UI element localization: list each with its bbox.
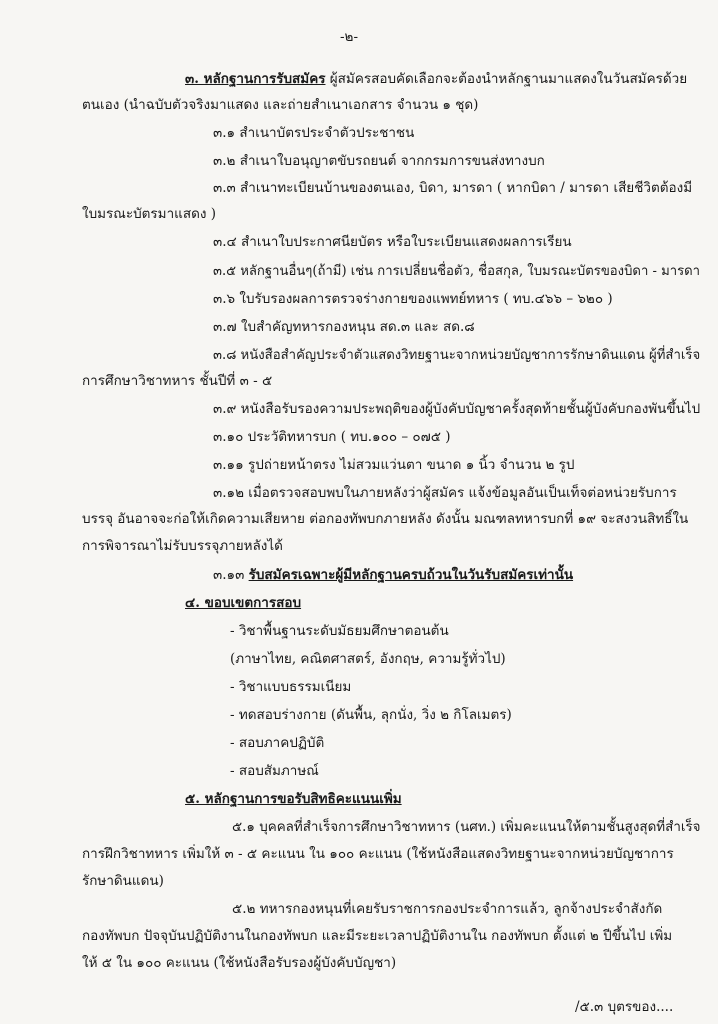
section3-heading: ๓. หลักฐานการรับสมัคร <box>185 71 326 87</box>
item-3-12b: บรรจุ อันอาจจะก่อให้เกิดความเสียหาย ต่อกองทัพบกภายหลัง ดังนั้น มณฑลทหารบกที่ ๑๙ จะสงวนสิทธิ์ใน <box>82 511 689 527</box>
section3-intro <box>185 70 687 88</box>
item-3-3b: ใบมรณะบัตรมาแสดง ) <box>82 206 217 222</box>
item-3-3a: ๓.๓ สำเนาทะเบียนบ้านของตนเอง, บิดา, มารดา ( หากบิดา / มารดา เสียชีวิตต้องมี <box>213 180 693 196</box>
exam-scope-item-4: - สอบภาคปฏิบัติ <box>230 735 325 751</box>
item-5-1b: การฝึกวิชาทหาร เพิ่มให้ ๓ - ๕ คะแนน ใน ๑๐๐ คะแนน (ใช้หนังสือแสดงวิทยฐานะจากหน่วยบัญชาการ <box>82 846 674 862</box>
exam-scope-item-3: - ทดสอบร่างกาย (ดันพื้น, ลุกนั่ง, วิ่ง ๒ กิโลเมตร) <box>230 707 512 723</box>
item-3-8a: ๓.๘ หนังสือสำคัญประจำตัวแสดงวิทยฐานะจากหน่วยบัญชาการรักษาดินแดน ผู้ที่สำเร็จ <box>213 347 701 363</box>
item-3-10: ๓.๑๐ ประวัติทหารบก ( ทบ.๑๐๐ – ๐๗๕ ) <box>213 429 451 445</box>
item-3-12c: การพิจารณาไม่รับบรรจุภายหลังได้ <box>82 538 283 554</box>
section3-intro-rest: ผู้สมัครสอบคัดเลือกจะต้องนำหลักฐานมาแสดงในวันสมัครด้วย <box>325 71 688 87</box>
page-number: -๒- <box>340 29 359 45</box>
exam-scope-item-1a: - วิชาพื้นฐานระดับมัธยมศึกษาตอนต้น <box>230 623 449 639</box>
item-5-1a: ๕.๑ บุคคลที่สำเร็จการศึกษาวิชาทหาร (นศท.) เพิ่มคะแนนให้ตามชั้นสูงสุดที่สำเร็จ <box>232 819 701 835</box>
item-3-12a: ๓.๑๒ เมื่อตรวจสอบพบในภายหลังว่าผู้สมัคร แจ้งข้อมูลอันเป็นเท็จต่อหน่วยรับการ <box>213 485 677 501</box>
item-3-13-number: ๓.๑๓ <box>213 567 249 583</box>
item-5-2b: กองทัพบก ปัจจุบันปฏิบัติงานในกองทัพบก และมีระยะเวลาปฏิบัติงานใน กองทัพบก ตั้งแต่ ๒ ปีขึ้นไป เพิ่ม <box>82 928 673 944</box>
exam-scope-item-5: - สอบสัมภาษณ์ <box>230 763 319 779</box>
item-3-13-text: รับสมัครเฉพาะผู้มีหลักฐานครบถ้วนในวันรับสมัครเท่านั้น <box>248 567 574 583</box>
item-3-9: ๓.๙ หนังสือรับรองความประพฤติของผู้บังคับบัญชาครั้งสุดท้ายชั้นผู้บังคับกองพันขึ้นไป <box>213 401 701 417</box>
item-3-2: ๓.๒ สำเนาใบอนุญาตขับรถยนต์ จากกรมการขนส่งทางบก <box>213 153 545 169</box>
item-3-5: ๓.๕ หลักฐานอื่นๆ(ถ้ามี) เช่น การเปลี่ยนชื่อตัว, ชื่อสกุล, ใบมรณะบัตรของบิดา - มารดา <box>213 263 701 279</box>
exam-scope-item-2: - วิชาแบบธรรมเนียม <box>230 679 352 695</box>
section4-heading: ๔. ขอบเขตการสอบ <box>185 595 302 611</box>
item-3-6: ๓.๖ ใบรับรองผลการตรวจร่างกายของแพทย์ทหาร ( ทบ.๔๖๖ – ๖๒๐ ) <box>213 291 613 307</box>
item-5-1c: รักษาดินแดน) <box>82 873 164 889</box>
item-5-2c: ให้ ๕ ใน ๑๐๐ คะแนน (ใช้หนังสือรับรองผู้บังคับบัญชา) <box>82 955 397 971</box>
item-3-4: ๓.๔ สำเนาใบประกาศนียบัตร หรือใบระเบียนแสดงผลการเรียน <box>213 234 572 250</box>
exam-scope-item-1b: (ภาษาไทย, คณิตศาสตร์, อังกฤษ, ความรู้ทั่วไป) <box>230 651 506 667</box>
item-3-8b: การศึกษาวิชาทหาร ชั้นปีที่ ๓ - ๕ <box>82 373 273 389</box>
section3-intro-line2: ตนเอง (นำฉบับตัวจริงมาแสดง และถ่ายสำเนาเอกสาร จำนวน ๑ ชุด) <box>82 97 479 113</box>
item-3-13 <box>213 566 573 584</box>
item-5-2a: ๕.๒ ทหารกองหนุนที่เคยรับราชการกองประจำการแล้ว, ลูกจ้างประจำสังกัด <box>232 901 663 917</box>
item-3-11: ๓.๑๑ รูปถ่ายหน้าตรง ไม่สวมแว่นตา ขนาด ๑ นิ้ว จำนวน ๒ รูป <box>213 457 575 473</box>
item-3-7: ๓.๗ ใบสำคัญทหารกองหนุน สด.๓ และ สด.๘ <box>213 319 475 335</box>
continuation-note: /๕.๓ บุตรของ.... <box>575 999 674 1015</box>
section5-heading: ๕. หลักฐานการขอรับสิทธิคะแนนเพิ่ม <box>185 791 402 807</box>
item-3-1: ๓.๑ สำเนาบัตรประจำตัวประชาชน <box>213 125 415 141</box>
